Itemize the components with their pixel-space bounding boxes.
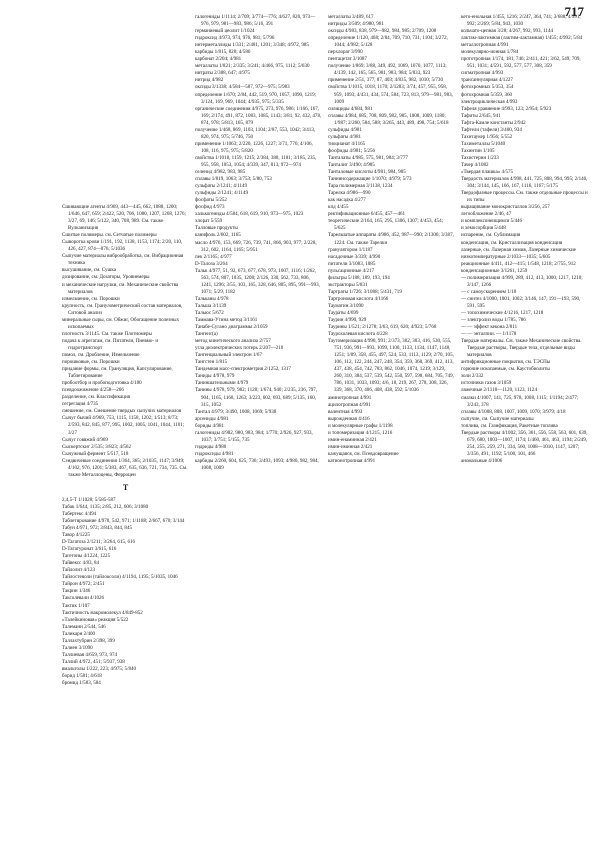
index-entry: Талиен 3/1090 [62, 644, 93, 651]
index-entry: Тангстен 1/815 [195, 359, 228, 366]
index-entry: высушивание, см. Сушка [62, 267, 117, 274]
index-entry: Таллий 4/972, 451; 5/937, 938 [62, 658, 125, 665]
index-entry: Танабе-Сугано диаграммы 2/1059 [195, 324, 268, 331]
index-entry: Твердофазные процессы. См. также отдельные процессы и их типы [461, 190, 588, 204]
index-entry: смазки 4/1007, 141, 725, 978, 1008, 1115; 1/1194; 2/477; 3/243, 378 [461, 394, 579, 408]
index-entry: — с самоускорением 1/18 [461, 288, 517, 295]
index-entry: Твердые материалы. См. также Механические свойства. Твердые растворы, Твердые тела, отдельные виды материалов [461, 338, 582, 359]
index-entry: Тайлолит 4/123 [62, 567, 96, 574]
index-entry: Табак 1/644, 1135; 2/85, 212, 606; 3/1080 [62, 503, 149, 510]
index-entry: перхлорат 3/990 [328, 49, 363, 56]
index-entry: валентная 4/993 [328, 408, 363, 415]
index-entry: питатели 3/1083, 1085 [328, 260, 376, 267]
index-entry: и хемосорбция 5/448 [461, 225, 506, 232]
index-entry: Твердые растворы 4/1002, 356, 361, 556, 558, 563, 601, 639, 679, 680, 1003—1007, 1174; 1/460, 461, 463, 1194; 2/249, 254, 255, 259, 271, 334, 560, 1008—1010, 1147, 1207; 3/356, 491, 1192; 5/100, 101, 466 [461, 429, 588, 457]
index-entry: порошковые, см. Порошки [62, 359, 120, 366]
index-entry: Таниншательными 4/979 [195, 380, 249, 387]
index-entry: интерметаллиды 1/331; 2/481, 1201; 3/348; 4/972, 985 [195, 42, 309, 49]
index-entry: экстракторы 5/831 [328, 281, 368, 288]
index-entry: кольчато-цепная 3/28; 4/267, 992, 993, 1144 [461, 28, 553, 35]
index-entry: определение 1/120, 468; 2/84, 709, 710, 731, 1104; 3/272, 1044; 4/982; 5/128 [328, 35, 448, 49]
index-entry: Тара полимерная 3/1138, 1234 [328, 183, 393, 190]
index-entry: пек 2/1165; 4/977 [195, 253, 232, 260]
index-entry: Сычужный фермент 5/517, 518 [62, 450, 129, 457]
index-entry: Тандемная масс-спектрометрия 2/1252, 1317 [195, 366, 291, 373]
index-entry: германиевый цеолит 1/1024 [195, 28, 255, 35]
index-entry: Тавор 4/1225 [62, 532, 90, 539]
index-columns [62, 14, 588, 840]
index-entry: вмальтолы 1/222, 223; 4/975; 5/840 [62, 665, 137, 672]
index-entry: галогениды 4/982, 980, 983, 984; 1/770; 2/926, 927, 933, 1037; 3/751; 5/155, 735 [195, 429, 313, 443]
index-entry: Тахиметаллы 5/1040 [461, 140, 506, 147]
index-entry: конденсационные 3/1261, 1259 [461, 267, 528, 274]
index-entry: Танталовые кислоты 4/981, 984, 985 [328, 169, 406, 176]
index-entry: металлотропная 4/991 [461, 42, 509, 49]
index-entry: Таурины 1/521; 2/1278; 3/63, 619, 620; 4/923; 5/768 [328, 324, 437, 331]
index-entry: минеральные сыры, см. Обжиг, Обогащение полезных ископаемых [62, 316, 180, 330]
index-entry: свойства 1/1015, 1018, 1170; 2/1283; 3/74, 457, 955, 958, 959, 1093; 4/431, 434, 574, 584, 723, 813, 979—981, 983, 1009 [328, 84, 453, 105]
index-entry: имин-енаминная 2/421 [328, 436, 377, 443]
index-entry: оксиды 3/1338; 4/584—587, 972—975; 5/983 [195, 84, 290, 91]
index-entry: Сычуг говяжий 4/969 [62, 436, 108, 443]
index-entry: помол, см. Дробление, Измельчение [62, 351, 140, 358]
index-entry: металлаты 3/489, 617 [328, 14, 374, 20]
index-entry: сыпучие, см. Сыпучие материалы [461, 415, 534, 422]
index-entry: выращивание монокристаллов 3/256, 257 [461, 204, 550, 211]
index-entry: разделение, см. Классификация [62, 394, 130, 401]
index-entry: Тальюс 5/672 [195, 309, 224, 316]
index-entry: — — эффект кекона 2/811 [461, 324, 518, 331]
index-entry: Тарельчатые аппараты 4/986, 452, 987—990; 2/1306; 3/387, 1224. См. также Тарелки [328, 232, 454, 246]
index-column-2 [195, 14, 322, 840]
index-entry: Такрин 1/346 [62, 588, 91, 595]
index-entry: фосфаты 5/252 [195, 197, 227, 204]
index-entry: испарение, см. Сублимация [461, 232, 521, 239]
index-entry: гранулятором 1/1187 [328, 246, 373, 253]
index-entry: Таннинсодержащие 1/1070; 4/979; 5/73 [328, 176, 412, 183]
index-entry: и топомеризация 4/1215, 1216 [328, 429, 393, 436]
index-entry: «Талейкиновая» реакция 5/522 [62, 616, 129, 623]
index-entry: Тахистерин 1/233 [461, 154, 499, 161]
index-entry: Тайлостеяоли (тайлоксоли) 4/1194, 1195; 5/1035, 1046 [62, 574, 178, 581]
index-entry: пентацетат 3/1087 [328, 56, 367, 63]
index-entry: получение 1/869; 3/88, 349, 492, 1069, 1070, 1077, 1113; 4/139, 142, 165, 565, 981, 983, 984; 5/833, 923 [328, 63, 447, 77]
index-entry: смешение, см. Смешение твердых сыпучих материалов [62, 408, 182, 415]
index-entry: борид 1/581; 4/618 [62, 673, 102, 679]
index-entry: Тартроновая кислота 4/1166 [328, 295, 389, 302]
index-column-4 [461, 14, 588, 840]
index-entry: тиоцианат 4/1165 [328, 140, 366, 147]
index-entry: канифоль 2/602, 1165 [195, 232, 241, 239]
index-entry: фосфиды 4/981; 5/256 [328, 147, 376, 154]
index-entry: Таурохолевая кислота 4/228 [328, 331, 388, 338]
index-entry: Тафта-Камле константы 2/942 [461, 119, 526, 126]
index-entry: электроциклическая 4/993 [461, 98, 518, 105]
index-entry: Табертекс 4/494 [62, 510, 97, 517]
index-entry: Тафеля уравнение 4/993, 123; 2/954; 5/923 [461, 105, 552, 112]
index-entry: сплавы 4/1008, 808, 1007, 1009, 1070; 3/979; 4/18 [461, 408, 566, 415]
index-entry: нитрид 4/982 [195, 77, 224, 84]
index-entry: Таммава-Утина метод 3/1161 [195, 317, 258, 324]
index-entry: фосфид 4/973 [195, 204, 225, 211]
index-entry: Таурин 4/990, 929 [328, 317, 367, 324]
index-entry: и комплексонеищимся 5/446 [461, 218, 523, 225]
index-entry: Тайрон 4/972; 2/451 [62, 581, 105, 588]
index-entry: бромид 1/583, 584 [62, 680, 101, 687]
index-entry: карбонат 2/204; 4/981 [195, 56, 242, 63]
index-entry: масло 4/976, 153, 669, 726, 739, 741, 866, 903, 977; 2/228, 312, 602, 1164, 1165; 5/951 [195, 239, 317, 253]
index-entry: сплавы 1/819, 1063; 3/753; 5/80, 753 [195, 176, 272, 183]
index-entry: сульфаты 4/981 [328, 133, 362, 140]
index-entry: псевдоожижение 4/258—266 [62, 387, 124, 394]
index-entry: сульфаты 2/1241; 4/1149 [195, 183, 248, 190]
index-entry: теоретические 2/164, 165, 295, 1306, 1307; 4/453, 454; 5/625 [328, 218, 444, 232]
index-entry: измельчение, см. Порошки [62, 295, 120, 302]
index-entry: подача к агрегатам, см. Питатели, Пневмо- и гидротранспорт [62, 337, 159, 351]
index-entry: — электролиз воды 1/785, 786 [461, 317, 526, 324]
index-entry: оксиды 4/983, 838, 979—982, 984, 985; 2/709, 1208 [328, 28, 437, 35]
index-entry: Сыскертскит 2/535; 3/823; 4/562 [62, 443, 131, 450]
index-entry: конденсация, см. Кристаллизация конденсация [461, 239, 563, 246]
index-entry: — синтез 4/1000, 1001, 1002; 3/146, 147, 191—193, 590, 591, 595 [461, 295, 581, 309]
index-entry: пульсационные 4/217 [328, 267, 375, 274]
index-entry: пробоотбор и пробоподготовка 4/180 [62, 380, 142, 387]
index-entry: топлива, см. Газификация, Ракетные топлива [461, 422, 558, 429]
index-entry: Тангенс(а) [195, 331, 218, 338]
index-entry: 2,4,5-Т 1/1028; 5/585-587 [62, 496, 116, 503]
index-entry: имин-иминная 2/421 [328, 443, 373, 450]
index-entry: Талеманн 2/544, 546 [62, 623, 106, 630]
index-entry: силициды 4/684, 981 [328, 105, 373, 112]
index-entry: аминотропная 4/991 [328, 394, 372, 401]
index-entry: сегрегация 4/735 [62, 401, 99, 408]
index-entry: D-Талоза 3/264 [195, 260, 228, 267]
index-entry: антифрикционные покрытия, см. ТЭСПы [461, 359, 551, 366]
index-entry: метод кинетического анализа 2/757 [195, 338, 271, 345]
index-entry: Танины 4/978, 979, 982; 1128; 1/674, 940; 2/235, 236, 797, 904, 1165, 1168, 1263; 3/223, 602, 693, 689; 5/135, 160, 315, 1052 [195, 387, 318, 408]
index-entry: крупность, см. Гранулометрический состав материалов, Ситовой анализ [62, 302, 183, 316]
index-entry: фильтры 5/188, 189, 193, 194 [328, 274, 390, 281]
index-entry: золи 2/332 [461, 373, 484, 380]
index-entry: Тахинтин 1/105 [461, 147, 495, 154]
index-entry: как насадка 4/277 [328, 197, 366, 204]
index-entry: Сыпучие материалы виброобработка, см. Вибрационная техника [62, 253, 184, 267]
index-entry: — топохимические 4/1216, 1217, 1218 [461, 309, 544, 316]
index-entry: Табун 4/971, 972; 3/843, 844, 845 [62, 525, 132, 532]
index-entry: кпд 4/455 [328, 204, 349, 211]
index-entry: кажущаяся, см. Псевдовращение [328, 450, 399, 457]
index-entry: определение 1/670; 2/84, 442, 519, 970, 1057, 1090, 1219; 3/124, 169, 969, 1044; 4/935, 975; 5/335 [195, 91, 317, 105]
index-entry: Сычуг бычий 4/969, 753, 1115, 1158, 1202; 1/513; 8/73; 2/593, 842, 845, 877, 995, 1002, 1005, 1041, 1044, 1101; 3/27 [62, 415, 185, 436]
index-entry: Сшитые полимеры. см. Сетчатые полимеры [62, 232, 157, 239]
index-entry: и молекулярные графы 1/1198 [328, 422, 393, 429]
index-entry: селенид 4/982, 983, 985 [195, 169, 246, 176]
index-entry: свойства 1/1018, 1159, 1215; 2/384, 388, 1181; 3/185, 235, 955, 958, 1053, 1054; 4/339, 347, 813, 972—974 [195, 154, 317, 168]
index-entry: D-Тагатуронат 3/615, 616 [62, 546, 117, 553]
index-entry: плотность 3/1145. См. также Плотномеры [62, 330, 152, 337]
index-entry: сульфиды 2/1241; 4/1149 [195, 190, 249, 197]
index-entry: Таксолевали 4/1026 [62, 595, 105, 602]
index-entry: кето-енольная 1/455, 1216; 2/247, 364, 741; 3/688; 4/991, 992; 2/269; 5/84, 943, 1030 [461, 14, 581, 28]
index-entry: Тангенциальный электрон 1/67 [195, 352, 262, 359]
index-entry: Таураты 4/699 [328, 309, 359, 316]
index-entry: лактам-лактимная (лактим-лактамная) 1/455; 4/992; 5/84 [461, 35, 583, 42]
index-entry: фотохромная 5/359, 360 [461, 91, 513, 98]
index-entry: Твердость материалов 4/998, 441, 725, 808, 994, 995; 2/146, 304; 3/144, 145, 166, 167, 1116, 1167; 5/175 [461, 176, 588, 190]
index-entry: сигматропная 4/993 [461, 70, 504, 77]
index-entry: источники газов 3/1059 [461, 380, 512, 387]
index-entry: Тарелка 4/986—990 [328, 190, 371, 197]
index-column-3 [328, 14, 455, 840]
index-entry: нитриды 3/509; 4/980, 981 [328, 21, 384, 28]
index-entry: Сэндвичевые соединения 1/364, 365; 2/1035, 1147; 3/949; 4/102, 976, 1201; 5/383, 467, 635, 636, 721, 734, 735. См. также Металлоцены, Ферроцен [62, 457, 188, 478]
index-entry: металлаты 1/821; 2/335; 3/241; 4/466, 975, 1112; 5/630 [195, 63, 310, 70]
index-entry: трансаннулярная 4/1227 [461, 77, 513, 84]
index-entry: фотохромных 5/353, 354 [461, 84, 514, 91]
index-entry: халькогениды 4/584, 618, 619, 910, 973—975, 1023 [195, 211, 304, 218]
index-entry: гидриды 4/980 [195, 443, 227, 450]
index-entry: D-Тагатоза 2/1211; 3/264, 615, 616 [62, 539, 136, 546]
index-entry: Таллиевая 4/659, 973, 974 [62, 651, 118, 658]
index-entry: Сшивающие агенты 4/969, 443—445, 662, 1088, 1200; 1/646, 647, 659; 2/422, 520, 706, 1080, 1207, 1268, 1276; 3/27, 69, 146; 5/122, 340, 708, 989. См. также Вулканизация [62, 204, 186, 232]
index-entry: горючие ископаемые, см. Каустобиолиты [461, 366, 550, 373]
index-entry: хлорат 5/559 [195, 218, 223, 225]
index-entry: применение 2/51, 377, 87, 403; 4/835, 982, 1010; 5/730 [328, 77, 443, 84]
index-entry: прототропная 1/174, 181, 746; 2/411, 421; 3/62, 549, 709, 951, 1031; 4/591, 592, 577, 577, 308, 359 [461, 56, 581, 70]
index-entry: низкотемпературные 2/1033—1035; 5/605 [461, 253, 551, 260]
index-entry: Тауматин 3/1090 [328, 302, 364, 309]
index-entry: Тактик 1/107 [62, 602, 90, 609]
index-entry: Танталит 3/490; 4/985 [328, 161, 375, 168]
index-entry: нитраты 2/388, 647; 4/975 [195, 70, 250, 77]
index-entry: — — энталпии. — 1/1178 [461, 331, 517, 338]
index-entry: получение 1/468, 869, 1103, 1104; 2/87, 553, 1042; 3/413, 820, 974, 975; 5/746, 750 [195, 126, 316, 140]
index-entry: Таутомеризация 4/990, 991; 2/373, 302, 303, 416, 530, 555, 751, 936, 991—993, 1099, 1100, 1133, 1134, 1147, 1148, 1251; 1/89, 358, 455, 497, 524, 533, 1113, 1129; 2/70, 105, 106, 112, 122, 244, 247, 248, 354, 359, 368, 369, 412, 413, 437, 438, 454, 742, 783, 862, 1046, 1074, 1219; 3/129, 260, 310, 384, 537, 539, 542, 550, 597, 598, 684, 705, 749, 786, 1031, 1033, 1093; 4/6, 18, 219, 267, 278, 308, 326, 339, 368, 370, 406, 408, 438, 592; 5/1036 [328, 338, 454, 394]
index-entry: лазерные, см. Лазерная химия, Лазерные химические [461, 246, 576, 253]
index-entry: — полимеризация 4/999, 289, 412, 413, 1000, 1217, 1218; 3/147, 1266 [461, 274, 583, 288]
index-entry: гидроксиды 4/981 [195, 450, 234, 457]
index-entry: Таблетирование 4/970, 542, 971; 1/1188; 2/667, 670; 3/144 [62, 517, 185, 524]
index-entry: и механические нагрузки, см. Механические свойства материалов [62, 281, 179, 295]
index-entry: Таллахтубрин 2/398, 399 [62, 637, 115, 644]
index-entry: Тафтели (тафели) 3/400, 934 [461, 126, 522, 133]
index-entry: вырожденная 4/416 [328, 415, 370, 422]
index-entry: ляжечные 2/1118—1120, 1123, 1124 [461, 387, 537, 394]
index-entry: катионотропная 4/991 [328, 457, 376, 464]
index-entry: Тайвексс 4/83, 84 [62, 560, 100, 567]
section-letter-heading: Т [122, 482, 129, 492]
index-entry: легообложение 2/46, 47 [461, 211, 512, 218]
index-entry: Талловые продукты [195, 225, 238, 232]
index-entry: Таниды 4/978, 979 [195, 373, 235, 380]
index-entry: «Твердая плашка» 4/575 [461, 169, 514, 176]
index-entry: Танталаты 4/985, 575, 981, 984; 3/777 [328, 154, 408, 161]
index-entry: насадочные 3/339; 4/990 [328, 253, 381, 260]
index-entry: Тальканы 4/978 [195, 295, 229, 302]
index-entry: Тачер 4/1082 [461, 161, 489, 168]
index-entry: Таликарн 2/400 [62, 630, 96, 637]
page-number: 717 [564, 4, 584, 19]
index-entry: Тантал 4/979; 3/490, 1008, 1069; 5/938 [195, 408, 277, 415]
index-entry: угла диэлектрических потерь 2/207—210 [195, 345, 284, 352]
index-entry: Тагетоны 4/1224, 1225 [62, 553, 111, 560]
index-entry: ректификационные 6/455, 457—461 [328, 211, 406, 218]
index-entry: карбиды 2/260, 604, 625, 736; 3/493, 1093; 4/980, 982, 984, 1008, 1009 [195, 457, 319, 471]
index-entry: Сыворотка крови 1/191, 192, 1138, 1153, 1174; 2/20, 110, 426, 427, 874—876; 5/1036 [62, 239, 183, 253]
index-entry: гидроксид 4/973, 974, 976, 981; 5/796 [195, 35, 275, 42]
index-entry: сульфиды 4/981 [328, 126, 362, 133]
index-entry: молекулярно-ионная 1/784 [461, 49, 519, 56]
index-entry: аномальные 4/1006 [461, 457, 503, 464]
index-entry: придание формы, см. Грануляция, Капсулирование, Таблетирование [62, 366, 173, 380]
index-entry: Тальша 3/1139 [195, 302, 227, 309]
index-entry: бориды 4/981 [195, 422, 225, 429]
index-entry: Тартраты 1/726; 3/1088; 5/431, 719 [328, 288, 402, 295]
index-entry: арсениды 4/981 [195, 415, 229, 422]
index-entry: карбиды 1/815, 820; 4/586 [195, 49, 251, 56]
index-entry: ацилотропная 4/991 [328, 401, 371, 408]
index-entry: сплавы 4/984, 685, 708, 809, 982, 985, 1008, 1009, 1180; 1/987; 2/260, 584, 588; 3/265, 443, 489, 498, 754; 5/618 [328, 112, 449, 126]
index-entry: реакционные 4/411, 412—415; 1/548, 1218; 2/755, 912 [461, 260, 576, 267]
index-entry: Тафиты 2/645, 941 [461, 112, 501, 119]
index-entry: Тальк 4/977, 51, 92, 673, 677, 678, 973, 1007, 1116; 1/262, 563, 574, 807, 1035, 1208; 2/126, 330, 562, 733, 806, 1241, 1296; 3/55, 103, 165, 328, 646, 805, 895, 991—993, 1071; 5/29, 1182 [195, 267, 320, 295]
index-column-1 [62, 14, 189, 840]
index-entry: Тактичность макромолекул 4/849-852 [62, 609, 143, 616]
index-entry: Тахитаукер 1/956; 5/552 [461, 133, 513, 140]
index-entry: применение 1/1063; 2/220, 1226, 1227; 3/71, 776; 4/106, 108, 116, 975, 975; 5/820 [195, 140, 313, 154]
index-entry: галогениды 1/1114; 2/709; 3/774—776; 4/627, 820, 973—976, 979, 981—983, 986; 5/16, 391 [195, 14, 316, 28]
index-entry: органические соединения 4/975, 273, 976, 986; 1/166, 167, 169; 2/174, 491, 872, 1083, 1085, 1143; 3/81, 92, 432, 478, 874, 978; 5/813, 165, 879 [195, 105, 322, 126]
index-entry: дозирование, см. Дозаторы, Уровнемеры [62, 274, 150, 281]
